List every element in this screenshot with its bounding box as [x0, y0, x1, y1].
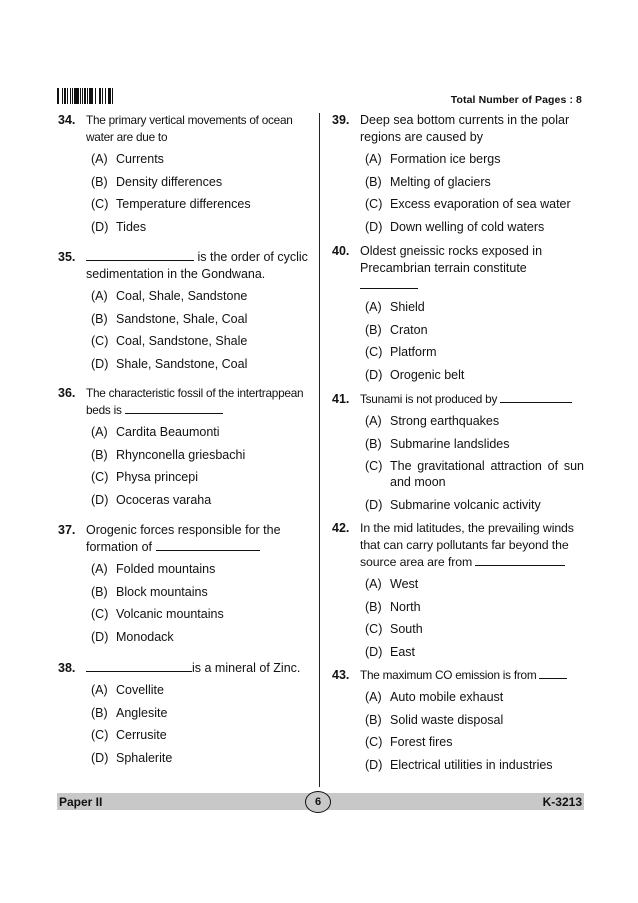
option-d: (D) East	[365, 644, 416, 659]
option-a: (A) Shield	[365, 300, 425, 314]
option-d: (D) Orogenic belt	[365, 367, 465, 382]
paper-label: Paper II	[59, 794, 103, 809]
option-c: (C) Physa princepi	[91, 470, 198, 484]
total-pages-label: Total Number of Pages : 8	[450, 94, 582, 106]
question-number: 37.	[58, 523, 76, 537]
option-b: (B) Anglesite	[91, 705, 168, 720]
option-c: (C) Forest fires	[365, 735, 453, 749]
option-a: (A) Covellite	[91, 683, 164, 697]
question-number: 40.	[332, 244, 350, 258]
answer-blank	[500, 391, 572, 403]
question-text: The characteristic fossil of the intertrappean beds is	[86, 386, 304, 417]
option-b: (B) Sandstone, Shale, Coal	[91, 311, 248, 326]
option-b: (B) Craton	[365, 322, 428, 337]
options	[91, 682, 314, 766]
option-c: (C) Volcanic mountains	[91, 607, 224, 621]
question-41	[332, 391, 584, 519]
question-37	[58, 522, 314, 651]
option-c: (C) The gravitational attraction of sun and moon	[365, 459, 584, 489]
option-b: (B) Submarine landslides	[365, 436, 510, 451]
option-b: (B) Rhynconella griesbachi	[91, 447, 246, 462]
barcode	[57, 88, 137, 104]
options	[91, 288, 314, 372]
paper-code: K-3213	[542, 794, 582, 809]
question-number: 41.	[332, 392, 350, 406]
option-c: (C) South	[365, 622, 423, 636]
question-number: 38.	[58, 661, 76, 675]
answer-blank	[360, 277, 418, 289]
answer-blank	[86, 249, 194, 261]
option-c: (C) Coal, Sandstone, Shale	[91, 334, 248, 348]
question-text: Orogenic forces responsible for the formation of	[86, 523, 281, 554]
options	[365, 151, 584, 235]
question-42	[332, 520, 584, 666]
options	[365, 299, 584, 383]
option-d: (D) Tides	[91, 219, 147, 234]
options	[91, 424, 314, 508]
option-c: (C) Platform	[365, 345, 437, 359]
option-c: (C) Temperature differences	[91, 197, 251, 211]
option-a: (A) Folded mountains	[91, 562, 216, 576]
option-d: (D) Ococeras varaha	[91, 492, 212, 507]
question-number: 35.	[58, 250, 76, 264]
question-38	[58, 660, 314, 772]
option-c: (C) Excess evaporation of sea water	[365, 197, 571, 211]
answer-blank	[539, 667, 567, 679]
option-d: (D) Shale, Sandstone, Coal	[91, 356, 248, 371]
options	[91, 561, 314, 645]
answer-blank	[125, 402, 223, 414]
answer-blank	[156, 539, 260, 551]
option-a: (A) Coal, Shale, Sandstone	[91, 289, 248, 303]
question-text: In the mid latitudes, the prevailing winds that can carry pollutants far beyond the source area are from	[360, 521, 574, 569]
question-text: Tsunami is not produced by	[360, 391, 584, 408]
options	[365, 413, 584, 513]
question-text: The primary vertical movements of ocean water are due to	[86, 113, 293, 144]
question-number: 34.	[58, 113, 76, 127]
question-text: Oldest gneissic rocks exposed in Precambrian terrain constitute	[360, 243, 584, 294]
option-a: (A) Formation ice bergs	[365, 152, 501, 166]
option-b: (B) Solid waste disposal	[365, 712, 504, 727]
option-d: (D) Electrical utilities in industries	[365, 757, 553, 772]
question-36	[58, 385, 314, 514]
question-35	[58, 249, 314, 378]
option-d: (D) Sphalerite	[91, 750, 173, 765]
option-b: (B) Density differences	[91, 174, 223, 189]
option-a: (A) West	[365, 577, 419, 591]
option-d: (D) Monodack	[91, 629, 174, 644]
question-43	[332, 667, 584, 779]
option-a: (A) Auto mobile exhaust	[365, 690, 504, 704]
question-text: The maximum CO emission is from	[360, 667, 584, 684]
option-d: (D) Submarine volcanic activity	[365, 497, 541, 512]
option-d: (D) Down welling of cold waters	[365, 219, 545, 234]
question-number: 42.	[332, 521, 350, 535]
options	[91, 151, 314, 235]
option-a: (A) Currents	[91, 152, 164, 166]
answer-blank	[86, 660, 192, 672]
question-40	[332, 243, 584, 389]
question-34	[58, 112, 314, 241]
question-39	[332, 112, 584, 241]
question-number: 39.	[332, 113, 350, 127]
column-divider	[319, 113, 320, 787]
answer-blank	[475, 554, 565, 566]
option-b: (B) North	[365, 599, 421, 614]
option-a: (A) Cardita Beaumonti	[91, 425, 220, 439]
options	[365, 689, 584, 773]
question-text: is a mineral of Zinc.	[86, 660, 314, 677]
question-number: 43.	[332, 668, 350, 682]
question-text: is the order of cyclic sedimentation in the Gondwana.	[86, 250, 308, 281]
option-a: (A) Strong earthquakes	[365, 414, 500, 428]
option-b: (B) Melting of glaciers	[365, 174, 491, 189]
options	[365, 576, 584, 660]
option-b: (B) Block mountains	[91, 584, 208, 599]
page-number: 6	[305, 791, 331, 813]
option-c: (C) Cerrusite	[91, 728, 167, 742]
question-text: Deep sea bottom currents in the polar regions are caused by	[360, 113, 570, 144]
question-number: 36.	[58, 386, 76, 400]
